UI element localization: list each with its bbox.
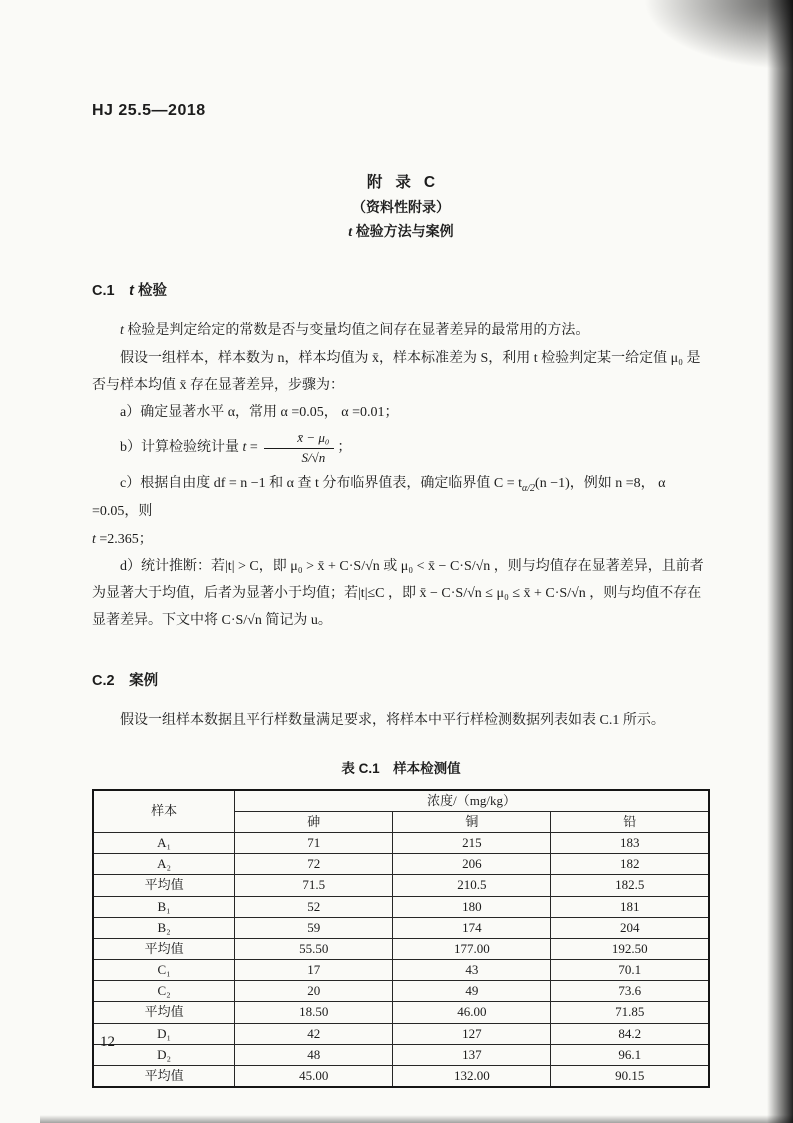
appendix-topic-text: 检验方法与案例 (352, 224, 454, 240)
value-cell: 90.15 (551, 1066, 709, 1088)
value-cell: 17 (235, 960, 393, 981)
sample-id-cell: 平均值 (93, 1066, 235, 1088)
value-cell: 174 (393, 917, 551, 938)
sample-id-cell: A₂ (93, 854, 235, 875)
sample-id-cell: B₂ (93, 917, 235, 938)
page-number: 12 (100, 1034, 115, 1050)
appendix-title-block (92, 170, 710, 245)
fraction-t-statistic (264, 430, 334, 466)
table-row (93, 938, 709, 959)
value-cell: 215 (393, 832, 551, 853)
value-cell: 48 (235, 1044, 393, 1065)
value-cell: 96.1 (551, 1044, 709, 1065)
doc-number: HJ 25.5—2018 (92, 102, 206, 119)
value-cell: 71.5 (235, 875, 393, 896)
table-caption: 表 C.1 样本检测值 (341, 761, 461, 777)
sample-id-cell: 平均值 (93, 875, 235, 896)
list-item-c (92, 470, 710, 526)
header-concentration: 浓度/（mg/kg） (235, 790, 709, 812)
list-item-c-line2 (92, 526, 710, 553)
table-row (93, 854, 709, 875)
table-head (93, 790, 709, 833)
sample-id-cell: 平均值 (93, 1002, 235, 1023)
appendix-subtitle: （资料性附录） (352, 200, 450, 216)
sample-id-cell: D₁ (93, 1023, 235, 1044)
appendix-topic (92, 221, 710, 245)
table-row (93, 981, 709, 1002)
paragraph-c1-intro-text: 检验是判定给定的常数是否与变量均值之间存在显著差异的最常用的方法。 (123, 323, 590, 339)
value-cell: 73.6 (551, 981, 709, 1002)
section-heading-c2 (92, 667, 710, 695)
value-cell: 46.00 (393, 1002, 551, 1023)
value-cell: 72 (235, 854, 393, 875)
appendix-title: 附 录 C (366, 174, 440, 192)
critical-value-subscript: α/2 (522, 482, 536, 494)
list-item-c-line2-text: =2.365； (95, 531, 153, 547)
scan-shadow-right (767, 0, 793, 1123)
fraction-numerator: x̄ − μ₀ (264, 430, 334, 448)
list-item-a: a）确定显著水平 α，常用 α =0.05， α =0.01； (120, 405, 399, 421)
value-cell: 204 (551, 917, 709, 938)
table-header-row-1 (93, 790, 709, 812)
list-item-c-part2: (n −1)，例如 n =8， α =0.05，则 (92, 475, 666, 520)
list-item-d: d）统计推断：若|t| > C，即 μ₀ > x̄ + C·S/√n 或 μ₀ < x̄ − C·S/√n ，则与均值存在显著差异，且前者为显著大于均值，后者为显著小于均值；若|t|≤C ，即 x̄ − C·S/√n ≤ μ₀ ≤ x̄ + C·S/√n ，则与均值不存在显著差异。下文中将 C·S/√n 简记为 u。 (92, 558, 704, 629)
page-content (92, 95, 710, 1088)
list-item-b-label: b）计算检验统计量 (120, 440, 243, 456)
section-heading-c1 (92, 277, 710, 305)
header-arsenic: 砷 (235, 811, 393, 832)
paragraph-c1-setup: 假设一组样本，样本数为 n，样本均值为 x̄，样本标准差为 S，利用 t 检验判定某一给定值 μ₀ 是否与样本均值 x̄ 存在显著差异，步骤为： (92, 350, 701, 393)
table-row (93, 875, 709, 896)
table-row (93, 917, 709, 938)
value-cell: 183 (551, 832, 709, 853)
section-title-c2: 案例 (129, 672, 159, 689)
fraction-denominator: S/√n (301, 449, 326, 465)
scan-shadow-top-right (643, 0, 793, 70)
value-cell: 43 (393, 960, 551, 981)
section-title-c1: 检验 (133, 283, 167, 299)
sample-id-cell: C₁ (93, 960, 235, 981)
paragraph-c1-intro (92, 317, 710, 344)
value-cell: 192.50 (551, 938, 709, 959)
value-cell: 210.5 (393, 875, 551, 896)
equals-sign: = (246, 440, 262, 456)
sample-id-cell: C₂ (93, 981, 235, 1002)
paragraph-c2-intro: 假设一组样本数据且平行样数量满足要求，将样本中平行样检测数据列表如表 C.1 所示。 (120, 713, 665, 728)
value-cell: 52 (235, 896, 393, 917)
value-cell: 182 (551, 854, 709, 875)
scan-shadow-bottom (40, 1115, 793, 1123)
header-copper: 铜 (393, 811, 551, 832)
value-cell: 71 (235, 832, 393, 853)
math-var-t: t (120, 323, 124, 339)
value-cell: 71.85 (551, 1002, 709, 1023)
value-cell: 84.2 (551, 1023, 709, 1044)
sample-data-table (92, 789, 710, 1089)
header-lead: 铅 (551, 811, 709, 832)
list-item-b-end: ； (337, 440, 352, 456)
section-number-c1: C.1 (92, 283, 115, 299)
table-row (93, 960, 709, 981)
table-row (93, 1066, 709, 1088)
table-row (93, 1023, 709, 1044)
math-var-t: t (242, 440, 247, 456)
value-cell: 182.5 (551, 875, 709, 896)
value-cell: 181 (551, 896, 709, 917)
section-number-c2: C.2 (92, 672, 115, 689)
list-item-b (92, 430, 710, 466)
table-row (93, 1044, 709, 1065)
sample-id-cell: 平均值 (93, 938, 235, 959)
value-cell: 127 (393, 1023, 551, 1044)
value-cell: 180 (393, 896, 551, 917)
value-cell: 45.00 (235, 1066, 393, 1088)
table-row (93, 1002, 709, 1023)
sample-table-body (93, 832, 709, 1087)
value-cell: 42 (235, 1023, 393, 1044)
value-cell: 59 (235, 917, 393, 938)
table-row (93, 896, 709, 917)
value-cell: 177.00 (393, 938, 551, 959)
value-cell: 132.00 (393, 1066, 551, 1088)
value-cell: 18.50 (235, 1002, 393, 1023)
math-var-t: t (348, 224, 353, 240)
header-sample: 样本 (93, 790, 235, 833)
math-var-t: t (92, 531, 96, 547)
value-cell: 20 (235, 981, 393, 1002)
value-cell: 206 (393, 854, 551, 875)
value-cell: 55.50 (235, 938, 393, 959)
value-cell: 70.1 (551, 960, 709, 981)
list-item-c-part1: c）根据自由度 df = n −1 和 α 查 t 分布临界值表，确定临界值 C = t (120, 475, 523, 491)
sample-id-cell: A₁ (93, 832, 235, 853)
table-row (93, 832, 709, 853)
sample-id-cell: B₁ (93, 896, 235, 917)
sample-id-cell: D₂ (93, 1044, 235, 1065)
math-var-t: t (129, 283, 134, 299)
value-cell: 137 (393, 1044, 551, 1065)
value-cell: 49 (393, 981, 551, 1002)
